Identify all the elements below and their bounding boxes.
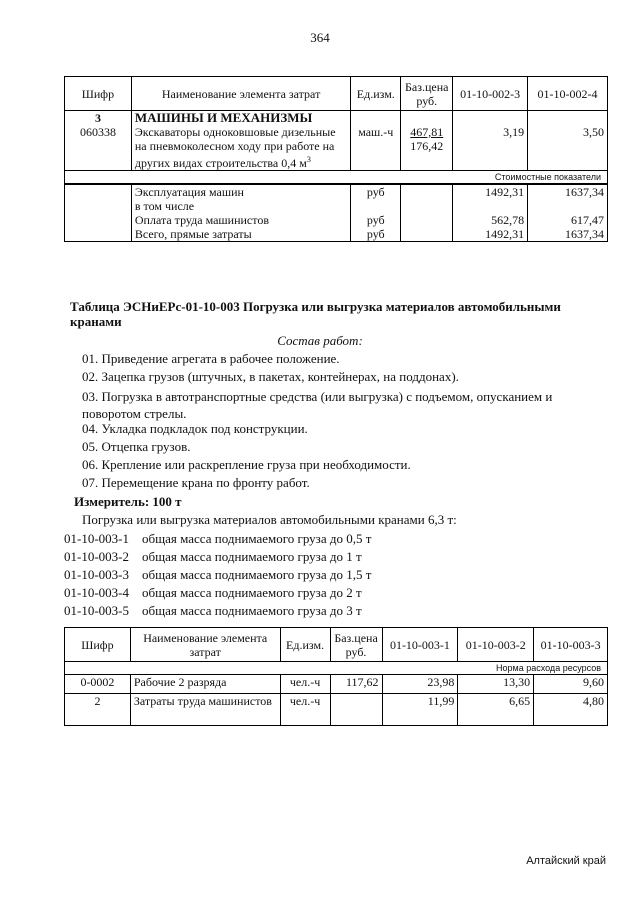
work-step-3: 03. Погрузка в автотранспортные средства (или выгрузка) с подъемом, опусканием и поворотом стрелы. [82, 389, 553, 421]
cost-indicators-header: Стоимостные показатели [65, 171, 608, 185]
work-step-5: 05. Отцепка грузов. [82, 439, 191, 454]
intro-text: Погрузка или выгрузка материалов автомобильными кранами 6,3 т: [82, 512, 457, 527]
col-header-code: Шифр [65, 77, 132, 111]
item-price-2: 176,42 [410, 139, 444, 153]
col-header-v1: 01-10-002-3 [453, 77, 528, 111]
section-code: 060338 [79, 125, 116, 139]
table-row [65, 111, 608, 171]
table-title: Таблица ЭСНиЕРс-01-10-003 Погрузка или выгрузка материалов автомобильными кранами [70, 299, 561, 329]
machines-table [64, 76, 608, 242]
item-unit: маш.-ч [351, 111, 401, 171]
meter-label: Измеритель: 100 т [74, 494, 182, 509]
col-header-unit: Ед.изм. [280, 628, 330, 662]
item-value-2: 3,50 [528, 111, 608, 171]
item-price-1: 467,81 [410, 125, 444, 139]
footer-region: Алтайский край [526, 855, 606, 867]
norm-header: Норма расхода ресурсов [65, 662, 608, 675]
list-item: 01-10-003-5 общая масса поднимаемого груза до 3 т [64, 603, 362, 618]
col-header-v3: 01-10-003-3 [534, 628, 608, 662]
col-header-v2: 01-10-002-4 [528, 77, 608, 111]
work-composition-title: Состав работ: [277, 333, 363, 348]
table-row: в том числе [65, 199, 608, 213]
work-step-4: 04. Укладка подкладок под конструкции. [82, 421, 308, 436]
list-item: 01-10-003-4 общая масса поднимаемого груза до 2 т [64, 585, 362, 600]
col-header-name: Наименование элемента затрат [130, 628, 280, 662]
col-header-code: Шифр [65, 628, 131, 662]
list-item: 01-10-003-2 общая масса поднимаемого груза до 1 т [64, 549, 362, 564]
col-header-v2: 01-10-003-2 [458, 628, 534, 662]
table-row: Эксплуатация машин руб 1492,31 1637,34 [65, 184, 608, 199]
list-item: 01-10-003-3 общая масса поднимаемого груза до 1,5 т [64, 567, 372, 582]
list-item: 01-10-003-1 общая масса поднимаемого груза до 0,5 т [64, 531, 372, 546]
work-step-2: 02. Зацепка грузов (штучных, в пакетах, контейнерах, на поддонах). [82, 369, 459, 384]
section-number: 3 [94, 111, 101, 125]
table-row: 0-0002 Рабочие 2 разряда чел.-ч 117,62 23,98 13,30 9,60 [65, 675, 608, 694]
col-header-unit: Ед.изм. [351, 77, 401, 111]
table-row: 2 Затраты труда машинистов чел.-ч 11,99 6,65 4,80 [65, 694, 608, 726]
col-header-name: Наименование элемента затрат [131, 77, 350, 111]
col-header-price: Баз.цена руб. [401, 77, 453, 111]
resources-table [64, 627, 608, 726]
table-row: Оплата труда машинистов руб 562,78 617,47 [65, 213, 608, 227]
work-step-7: 07. Перемещение крана по фронту работ. [82, 475, 310, 490]
col-header-v1: 01-10-003-1 [382, 628, 458, 662]
work-step-6: 06. Крепление или раскрепление груза при необходимости. [82, 457, 411, 472]
item-value-1: 3,19 [453, 111, 528, 171]
work-step-1: 01. Приведение агрегата в рабочее положение. [82, 351, 340, 366]
section-title: МАШИНЫ И МЕХАНИЗМЫ [134, 110, 313, 125]
table-row: Всего, прямые затраты руб 1492,31 1637,34 [65, 227, 608, 242]
item-name: Экскаваторы одноковшовые дизельные на пневмоколесном ходу при работе на других видах строительства 0,4 $м^3$ [134, 125, 336, 170]
col-header-price: Баз.цена руб. [330, 628, 382, 662]
page-number: 364 [310, 30, 330, 45]
